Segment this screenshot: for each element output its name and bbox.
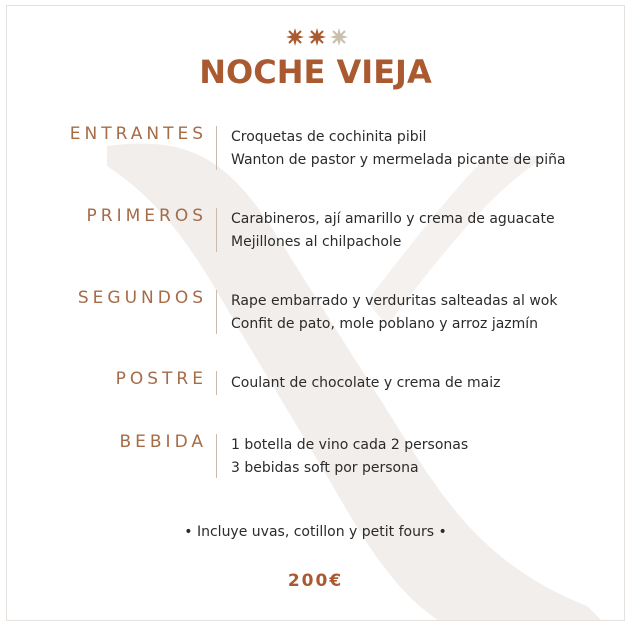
menu-item: Coulant de chocolate y crema de maiz xyxy=(231,375,501,391)
menu-item: Confit de pato, mole poblano y arroz jazmín xyxy=(231,316,539,332)
menu-item: 3 bebidas soft por persona xyxy=(231,460,419,476)
category-label: ENTRANTES xyxy=(69,124,207,144)
three-star-ornament-icon xyxy=(284,26,350,48)
menu-item: Wanton de pastor y mermelada picante de piña xyxy=(231,152,566,168)
divider-bar xyxy=(216,371,217,395)
divider-bar xyxy=(216,208,217,252)
item-list xyxy=(231,372,500,395)
category-label: BEBIDA xyxy=(119,432,207,452)
menu-item: Rape embarrado y verduritas salteadas al wok xyxy=(231,293,558,309)
item-list xyxy=(231,208,555,254)
item-list xyxy=(231,434,468,480)
category-label: SEGUNDOS xyxy=(77,288,207,308)
menu-item: 1 botella de vino cada 2 personas xyxy=(231,437,469,453)
menu-item: Croquetas de cochinita pibil xyxy=(231,129,427,145)
menu-item: Mejillones al chilpachole xyxy=(231,234,402,250)
menu-price: 200€ xyxy=(287,571,344,591)
menu-card xyxy=(6,5,625,621)
item-list xyxy=(231,290,557,336)
category-label: PRIMEROS xyxy=(86,206,207,226)
menu-item: Carabineros, ají amarillo y crema de aguacate xyxy=(231,211,555,227)
divider-bar xyxy=(216,126,217,170)
menu-title: NOCHE VIEJA xyxy=(199,53,432,91)
includes-note: • Incluye uvas, cotillon y petit fours • xyxy=(184,524,447,540)
category-label: POSTRE xyxy=(115,369,207,389)
divider-bar xyxy=(216,434,217,478)
divider-bar xyxy=(216,290,217,334)
item-list xyxy=(231,126,566,172)
